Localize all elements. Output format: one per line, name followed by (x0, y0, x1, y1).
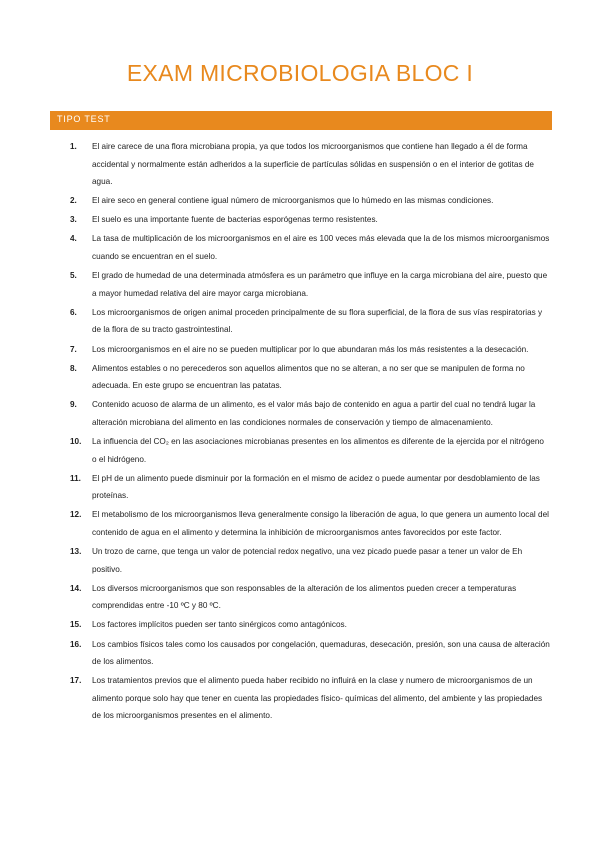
question-item (70, 341, 550, 359)
question-item (70, 580, 550, 615)
question-number: 14. (70, 583, 82, 593)
question-text: Los diversos microorganismos que son responsables de la alteración de los alimentos pueden crecer a temperaturas comprendidas entre -10 ºC y 80 ºC. (92, 583, 517, 611)
question-number: 11. (70, 473, 81, 483)
question-list (70, 138, 550, 727)
question-item (70, 138, 550, 191)
question-number: 8. (70, 363, 77, 373)
question-item (70, 543, 550, 578)
section-header-bar (50, 111, 552, 130)
question-number: 10. (70, 437, 82, 446)
question-number: 15. (70, 620, 82, 630)
question-number: 17. (70, 676, 82, 686)
question-text: El pH de un alimento puede disminuir por la formación en el mismo de acidez o puede aumentar por desdoblamiento de las proteínas. (92, 473, 540, 501)
question-number: 9. (70, 400, 77, 410)
question-text: Los tratamientos previos que el alimento pueda haber recibido no influirá en la clase y numero de microorganismos de un alimento porque solo hay que tener en cuenta las propiedades físico- químicas del alimento, del ambiente y las propiedades de los microorganismos presentes en el alimento. (92, 676, 543, 721)
question-number: 4. (70, 234, 77, 244)
question-text: La tasa de multiplicación de los microorganismos en el aire es 100 veces más elevada que la de los mismos microorganismos cuando se encuentran en el suelo. (92, 234, 550, 262)
question-item (70, 396, 550, 431)
question-number: 2. (70, 196, 77, 206)
question-text: Los microorganismos en el aire no se pueden multiplicar por lo que abundaran más los más resistentes a la desecación. (92, 344, 529, 354)
question-text: Los microorganismos de origen animal proceden principalmente de su flora superficial, de la flora de sus vías respiratorias y de la flora de su tracto gastrointestinal. (92, 307, 543, 335)
document-title: EXAM MICROBIOLOGIA BLOC I (126, 60, 474, 86)
section-label: TIPO TEST (57, 114, 111, 124)
question-text: Un trozo de carne, que tenga un valor de potencial redox negativo, una vez picado puede pasar a tener un valor de Eh positivo. (92, 547, 523, 574)
question-item (70, 304, 550, 339)
question-text: El metabolismo de los microorganismos lleva generalmente consigo la liberación de agua, lo que genera un aumento local del contenido de agua en el alimento y determina la inhibición de microorganismos antes favorecidos por este factor. (92, 510, 549, 537)
question-item (70, 636, 550, 671)
question-text: El aire carece de una flora microbiana propia, ya que todos los microorganismos que contiene han llegado a él de forma accidental y normalmente están adheridos a la superficie de partículas sólidas en suspensión o en el interior de gotitas de agua. (92, 142, 534, 187)
question-item (70, 192, 550, 210)
question-number: 13. (70, 547, 82, 557)
question-item (70, 470, 550, 505)
question-text: Alimentos estables o no perecederos son aquellos alimentos que no se alteran, a no ser que se manipulen de forma no adecuada. En este grupo se encuentran las patatas. (92, 363, 525, 391)
question-item (70, 433, 550, 468)
question-text: El grado de humedad de una determinada atmósfera es un parámetro que influye en la carga microbiana del aire, puesto que a mayor humedad relativa del aire mayor carga microbiana. (92, 271, 548, 298)
question-item (70, 672, 550, 725)
question-number: 16. (70, 639, 82, 649)
question-number: 3. (70, 215, 77, 225)
question-text: El aire seco en general contiene igual número de microorganismos que lo húmedo en las mismas condiciones. (92, 196, 494, 206)
question-item (70, 230, 550, 265)
question-text: El suelo es una importante fuente de bacterias esporógenas termo resistentes. (92, 215, 378, 225)
question-text: Contenido acuoso de alarma de un alimento, es el valor más bajo de contenido en agua a partir del cual no tendrá lugar la alteración microbiana del alimento en las condiciones normales de conservación y tiempo de almacenamiento. (92, 400, 536, 427)
question-item (70, 616, 550, 634)
question-text: La influencia del CO₂ en las asociaciones microbianas presentes en los alimentos es diferente de la ejercida por el nitrógeno o el hidrógeno. (92, 437, 544, 464)
question-number: 12. (70, 510, 82, 520)
question-text: Los factores implícitos pueden ser tanto sinérgicos como antagónicos. (92, 620, 347, 630)
question-number: 1. (70, 142, 77, 151)
question-number: 7. (70, 344, 77, 354)
question-text: Los cambios físicos tales como los causados por congelación, quemaduras, desecación, presión, son una causa de alteración de los alimentos. (92, 639, 550, 667)
question-item (70, 506, 550, 541)
question-item (70, 211, 550, 229)
question-item (70, 267, 550, 302)
question-number: 6. (70, 307, 77, 317)
question-item (70, 360, 550, 395)
question-number: 5. (70, 271, 77, 281)
